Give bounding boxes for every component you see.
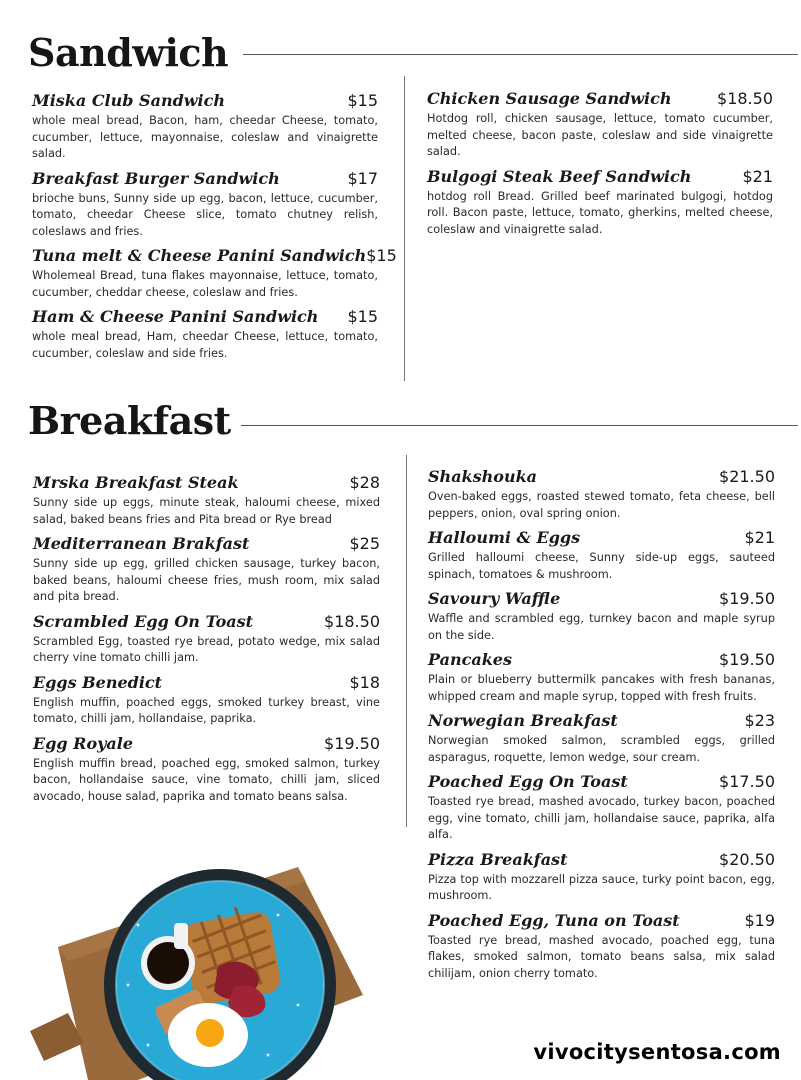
- item-price: $18: [349, 672, 380, 692]
- item-description: hotdog roll Bread. Grilled beef marinated bulgogi, hotdog roll. Bacon paste, lettuce, tomato, gherkins, melted cheese, coleslaw and vinaigrette salad.: [427, 189, 773, 236]
- item-price: $20.50: [719, 849, 775, 869]
- watermark: vivocitysentosa.com: [533, 1040, 781, 1064]
- menu-item: [33, 473, 380, 528]
- menu-item: [428, 589, 775, 644]
- item-description: English muffin, poached eggs, smoked turkey breast, vine tomato, chilli jam, hollandaise, paprika.: [33, 695, 380, 725]
- item-price: $17.50: [719, 772, 775, 791]
- item-description: Oven-baked eggs, roasted stewed tomato, feta cheese, bell peppers, onion, oval spring onion.: [428, 490, 775, 520]
- sandwich-section-title: Sandwich: [28, 30, 229, 75]
- sandwich-column-divider: [404, 76, 405, 381]
- item-description: Sunny side up egg, grilled chicken sausage, turkey bacon, baked beans, haloumi cheese fries, mush room, mix salad and pita bread.: [33, 557, 380, 603]
- item-description: Wholemeal Bread, tuna flakes mayonnaise, lettuce, tomato, cucumber, cheddar cheese, coleslaw and fries.: [32, 269, 378, 299]
- item-name: Tuna melt & Cheese Panini Sandwich: [32, 246, 367, 265]
- breakfast-title-rule: [241, 425, 798, 426]
- item-description: English muffin bread, poached egg, smoked salmon, turkey bacon, hollandaise sauce, vine tomato, chilli jam, sliced avocado, house salad, paprika and tomato beans salsa.: [33, 756, 380, 803]
- item-description: Grilled halloumi cheese, Sunny side-up eggs, sauteed spinach, tomatoes & mushroom.: [428, 551, 775, 581]
- menu-item: [32, 169, 378, 241]
- item-price: $15: [366, 246, 397, 265]
- item-price: $25: [349, 534, 380, 553]
- item-price: $21.50: [719, 467, 775, 486]
- item-description: Scrambled Egg, toasted rye bread, potato wedge, mix salad cherry vine tomato chilli jam.: [33, 634, 380, 664]
- sandwich-right-column: [427, 89, 773, 244]
- item-name: Chicken Sausage Sandwich: [427, 89, 672, 108]
- item-name: Savoury Waffle: [428, 589, 561, 608]
- menu-item: [428, 467, 775, 522]
- item-price: $23: [744, 711, 775, 730]
- breakfast-section-title: Breakfast: [28, 398, 231, 443]
- menu-item: [33, 612, 380, 667]
- item-description: whole meal bread, Bacon, ham, cheedar Cheese, tomato, cucumber, lettuce, mayonnaise, coleslaw and vinaigrette salad.: [32, 114, 378, 160]
- sandwich-title-rule: [243, 54, 798, 55]
- item-name: Poached Egg On Toast: [428, 772, 628, 791]
- item-description: Sunny side up eggs, minute steak, haloumi cheese, mixed salad, baked beans fries and Pita bread or Rye bread: [33, 496, 380, 526]
- item-name: Shakshouka: [428, 467, 538, 486]
- menu-item: [33, 734, 380, 806]
- item-price: $19: [744, 910, 775, 930]
- menu-item: [428, 911, 775, 983]
- item-name: Eggs Benedict: [33, 672, 163, 692]
- item-description: Pizza top with mozzarell pizza sauce, turky point bacon, egg, mushroom.: [428, 872, 775, 902]
- item-name: Mediterranean Brakfast: [33, 534, 250, 553]
- item-name: Miska Club Sandwich: [32, 91, 225, 110]
- menu-item: [32, 91, 378, 163]
- item-description: brioche buns, Sunny side up egg, bacon, lettuce, cucumber, tomato, cheedar Cheese slice, tomato chutney relish, coleslaws and fries.: [32, 191, 378, 238]
- menu-item: [428, 528, 775, 583]
- item-price: $28: [349, 473, 380, 492]
- item-name: Pizza Breakfast: [428, 849, 568, 869]
- item-price: $21: [744, 528, 775, 547]
- item-price: $18.50: [717, 89, 773, 108]
- item-description: Waffle and scrambled egg, turnkey bacon and maple syrup on the side.: [428, 612, 775, 642]
- item-description: Plain or blueberry buttermilk pancakes with fresh bananas, whipped cream and maple syrup, topped with fresh fruits.: [428, 673, 775, 703]
- item-name: Mrska Breakfast Steak: [33, 473, 239, 492]
- breakfast-column-divider: [406, 455, 407, 827]
- menu-item: [428, 650, 775, 705]
- item-name: Poached Egg, Tuna on Toast: [428, 910, 680, 930]
- item-price: $15: [347, 91, 378, 110]
- item-description: whole meal bread, Ham, cheedar Cheese, lettuce, tomato, cucumber, coleslaw and side fries.: [32, 330, 378, 360]
- item-description: Hotdog roll, chicken sausage, lettuce, tomato cucumber, melted cheese, bacon paste, coleslaw and side vinaigrette salad.: [427, 112, 773, 158]
- item-name: Scrambled Egg On Toast: [33, 611, 254, 631]
- item-name: Breakfast Burger Sandwich: [32, 168, 280, 188]
- item-name: Pancakes: [428, 650, 512, 669]
- item-description: Norwegian smoked salmon, scrambled eggs, grilled asparagus, roquette, lemon wedge, sour cream.: [428, 734, 775, 764]
- breakfast-left-column: [33, 473, 380, 811]
- menu-item: [427, 167, 773, 239]
- menu-item: [427, 89, 773, 161]
- menu-item: [32, 307, 378, 362]
- item-price: $18.50: [324, 611, 380, 631]
- menu-item: [32, 246, 397, 301]
- fried-egg: [168, 1003, 248, 1067]
- menu-item: [33, 534, 380, 606]
- item-price: $15: [347, 307, 378, 326]
- menu-item: [33, 673, 380, 728]
- food-photo: [28, 855, 373, 1080]
- item-price: $21: [742, 166, 773, 186]
- item-description: Toasted rye bread, mashed avocado, poached egg, tuna flakes, smoked salmon, tomato beans salsa, mix salad chilijam, onion cherry tomato.: [428, 933, 775, 980]
- item-price: $19.50: [719, 650, 775, 669]
- item-name: Halloumi & Eggs: [428, 528, 581, 547]
- item-name: Ham & Cheese Panini Sandwich: [32, 307, 319, 326]
- item-description: Toasted rye bread, mashed avocado, turkey bacon, poached egg, vine tomato, chilli jam, hollandaise sauce, paprika, alfa alfa.: [428, 795, 775, 841]
- menu-item: [428, 772, 775, 844]
- menu-item: [428, 850, 775, 905]
- item-name: Bulgogi Steak Beef Sandwich: [427, 166, 692, 186]
- item-price: $17: [347, 168, 378, 188]
- item-name: Egg Royale: [33, 733, 134, 753]
- breakfast-right-column: [428, 467, 775, 988]
- sandwich-left-column: [32, 91, 397, 368]
- item-name: Norwegian Breakfast: [428, 711, 618, 730]
- item-price: $19.50: [324, 733, 380, 753]
- menu-item: [428, 711, 775, 766]
- item-price: $19.50: [719, 589, 775, 608]
